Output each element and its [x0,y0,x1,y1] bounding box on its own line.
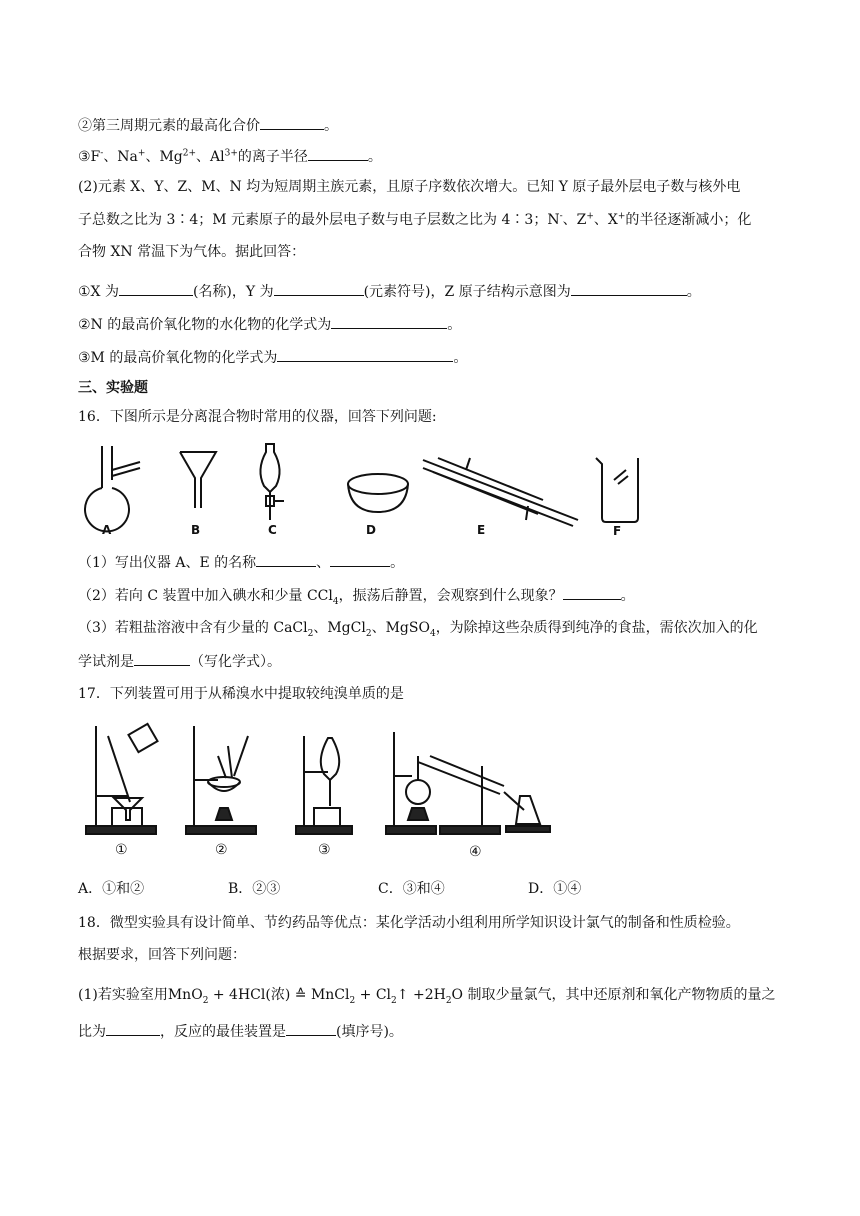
punct: 。 [447,317,462,333]
text: 、X [593,212,618,228]
q15-answer-3 [78,347,467,368]
text: （1）写出仪器 A、E 的名称 [78,555,257,571]
text: (2)元素 X、Y、Z、M、N 均为短周期主族元素，且原子序数依次增大。已知 Y 原子最外层电子数与核外电 [78,179,741,195]
eq-part: O [451,987,464,1003]
answer-blank[interactable] [106,1021,160,1036]
eq-part: +2H [408,987,446,1003]
beaker-icon [596,458,638,522]
punct: 。 [367,149,382,165]
q15-answer-1 [78,281,701,302]
chemical-equation [167,987,464,1006]
superscript: 2+ [182,148,197,159]
text: （2）若向 C 装置中加入碘水和少量 CCl [78,588,333,604]
text: 的离子半径 [237,149,308,165]
separatory-funnel-icon [260,444,284,520]
superscript: - [100,148,104,159]
separation-setup-icon [296,736,352,834]
q18-line-1: 18．微型实验具有设计简单、节约药品等优点：某化学活动小组利用所学知识设计氯气的制备和性质检验。 [78,915,740,931]
answer-blank[interactable] [571,281,687,296]
text: ②N 的最高价氧化物的水化物的化学式为 [78,317,332,333]
q18-line-4 [78,1021,403,1042]
text: (元素符号)，Z 原子结构示意图为 [363,284,571,300]
fig-label-c: C [268,523,277,537]
text: ③M 的最高价氧化物的化学式为 [78,350,278,366]
answer-blank[interactable] [330,552,390,567]
subscript: 2 [365,628,372,639]
text: 比为 [78,1024,106,1040]
fig-label-f: F [613,524,622,538]
subscript: 4 [332,596,339,607]
punct: 。 [453,350,468,366]
distilling-flask-icon [85,446,140,531]
q15-part2-line-2 [78,210,751,230]
text: 、Al [196,149,225,165]
superscript: 3+ [224,148,238,159]
answer-blank[interactable] [331,314,447,329]
subscript: 4 [429,628,436,639]
text: ，振荡后静置，会观察到什么现象？ [338,588,563,604]
subscript: 2 [307,628,314,639]
text: 、MgSO [371,620,430,636]
fig-label-4: ④ [469,844,482,860]
filtration-setup-icon [86,724,158,834]
text: ③F [78,149,101,165]
fig-label-d: D [366,523,376,537]
eq-part: (浓) [265,987,291,1003]
q18-line-2: 根据要求，回答下列问题： [78,947,246,963]
q16-sub-2 [78,585,635,606]
text: (1)若实验室用 [78,987,168,1003]
evaporation-setup-icon [186,726,256,834]
text: 、Z [562,212,587,228]
text: （写化学式）。 [190,654,281,670]
eq-part: ≙ [290,987,311,1003]
text: ，为除掉这些杂质得到纯净的食盐，需依次加入的化 [435,620,758,636]
option-d[interactable]: D．①④ [528,881,582,897]
eq-part: + Cl [355,987,392,1003]
answer-blank[interactable] [119,281,193,296]
distillation-setup-icon [386,732,550,834]
subscript: 2 [202,995,209,1006]
answer-blank[interactable] [277,347,453,362]
subscript: 2 [349,995,356,1006]
eq-part: MnCl [310,987,350,1003]
text: 子总数之比为 3∶4；M 元素原子的最外层电子数与电子层数之比为 4∶3；N [78,212,560,228]
q15-line-3 [78,146,382,167]
evaporating-dish-icon [348,474,408,512]
answer-blank[interactable] [134,651,190,666]
text: 、Na [103,149,138,165]
q15-answer-2 [78,314,461,335]
text: 、MgCl [313,620,366,636]
q15-part2-line-3 [78,242,305,262]
punct: 。 [686,284,701,300]
punct: 。 [390,555,405,571]
text: （3）若粗盐溶液中含有少量的 CaCl [78,620,308,636]
q18-line-3 [78,985,775,1005]
fig-label-e: E [477,523,486,537]
text: 的半径逐渐减小；化 [625,212,752,228]
text: (填序号)。 [336,1024,403,1040]
q16-sub-3-line-1 [78,618,758,638]
text: 学试剂是 [78,654,134,670]
option-a[interactable]: A．①和② [78,881,145,897]
q15-part2-line-1 [78,177,740,197]
funnel-icon [180,452,216,508]
text: 、Mg [145,149,183,165]
q16-stem: 16．下图所示是分离混合物时常用的仪器，回答下列问题: [78,409,437,425]
q15-line-2-text: ②第三周期元素的最高化合价 [78,118,260,134]
fig-label-1: ① [115,842,128,858]
fig-label-b: B [191,523,201,537]
fig-label-3: ③ [318,842,331,858]
eq-part: MnO [167,987,203,1003]
answer-blank[interactable] [563,585,621,600]
answer-blank[interactable] [260,115,324,130]
section-title: 三、实验题 [78,380,148,396]
text: 制取少量氯气，其中还原剂和氧化产物物质的量之 [463,987,776,1003]
answer-blank[interactable] [256,552,316,567]
fig-label-2: ② [215,842,228,858]
text: ①X 为 [78,284,119,300]
superscript: + [617,211,626,222]
text: (名称)，Y 为 [192,284,274,300]
q16-sub-1 [78,552,404,573]
answer-blank[interactable] [274,281,364,296]
text: 、 [316,555,331,571]
option-c[interactable]: C．③和④ [378,881,445,897]
option-b[interactable]: B．②③ [228,881,281,897]
superscript: + [137,148,146,159]
condenser-icon [423,458,578,526]
subscript: 2 [391,995,397,1006]
answer-blank[interactable] [286,1021,336,1036]
eq-part: + 4HCl [208,987,266,1003]
q17-stem: 17．下列装置可用于从稀溴水中提取较纯溴单质的是 [78,686,404,702]
q16-sub-3-line-2 [78,651,281,672]
answer-blank[interactable] [308,146,368,161]
subscript: 2 [445,995,452,1006]
fig-label-a: A [102,523,112,537]
q15-line-2 [78,115,338,136]
text: 合物 XN 常温下为气体。据此回答： [78,244,306,260]
text: ，反应的最佳装置是 [160,1024,286,1040]
superscript: + [586,211,594,222]
punct: 。 [620,588,635,604]
punct: 。 [324,118,338,134]
eq-part: ↑ [396,987,409,1003]
superscript: - [559,211,563,222]
